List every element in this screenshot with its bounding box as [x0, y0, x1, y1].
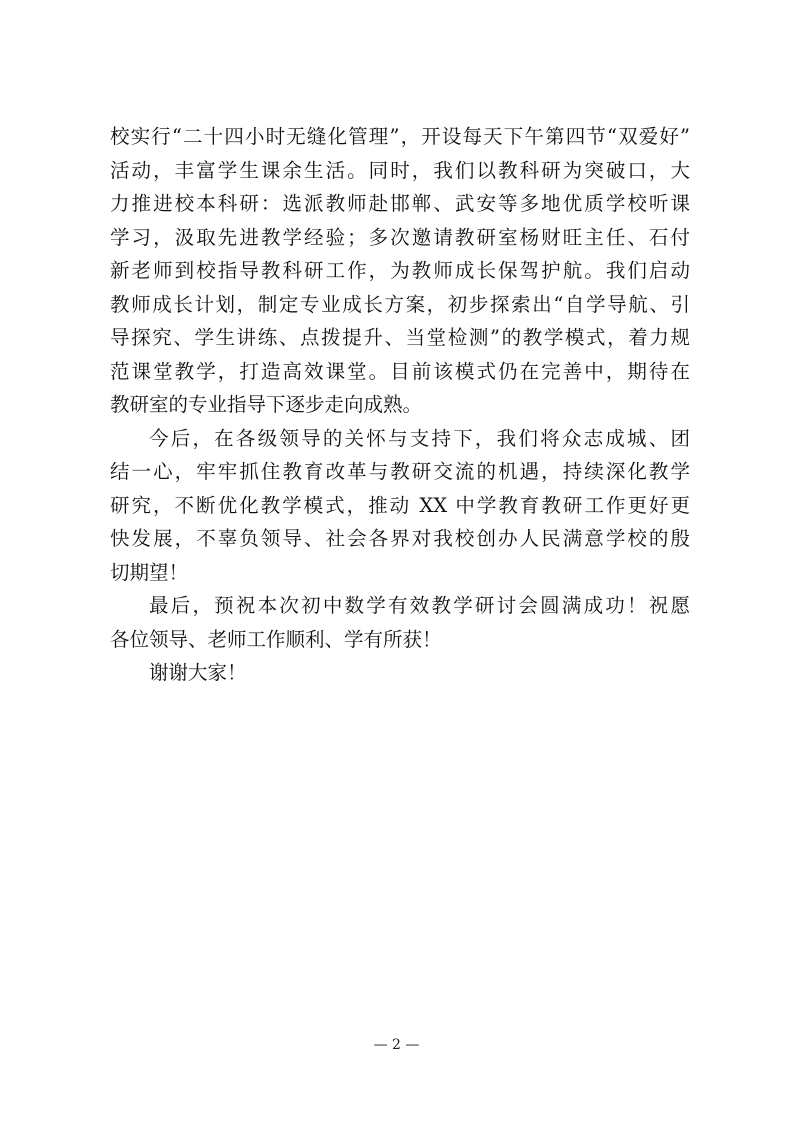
text-line: 范课堂教学，打造高效课堂。目前该模式仍在完善中，期待在: [110, 359, 690, 383]
text-line: 各位领导、老师工作顺利、学有所获！: [110, 627, 442, 651]
text-line: 校实行“二十四小时无缝化管理”，开设每天下午第四节“双爱好”: [110, 125, 690, 148]
paragraph-start-line: 今后，在各级领导的关怀与支持下，我们将众志成城、团: [149, 426, 690, 450]
text-line: 教师成长计划，制定专业成长方案，初步探索出“自学导航、引: [110, 292, 690, 316]
page-number: — 2 —: [373, 1037, 420, 1053]
text-line: 结一心，牢牢抓住教育改革与教研交流的机遇，持续深化教学: [110, 460, 690, 483]
document-body: [110, 120, 690, 690]
closing-line: 谢谢大家！: [149, 661, 247, 684]
text-line: 力推进校本科研：选派教师赴邯郸、武安等多地优质学校听课: [110, 192, 690, 215]
text-line: 快发展，不辜负领导、社会各界对我校创办人民满意学校的殷: [110, 527, 690, 550]
text-line: 学习，汲取先进教学经验；多次邀请教研室杨财旺主任、石付: [110, 225, 690, 249]
text-line: 新老师到校指导教科研工作，为教师成长保驾护航。我们启动: [110, 259, 690, 282]
text-line: 研究，不断优化教学模式，推动 XX 中学教育教研工作更好更: [110, 493, 690, 517]
text-line: 切期望！: [110, 560, 189, 584]
text-line: 活动，丰富学生课余生活。同时，我们以教科研为突破口，大: [110, 158, 690, 182]
text-line: 导探究、学生讲练、点拨提升、当堂检测”的教学模式，着力规: [110, 326, 690, 349]
text-line: 教研室的专业指导下逐步走向成熟。: [110, 393, 423, 416]
paragraph-start-line: 最后，预祝本次初中数学有效教学研讨会圆满成功！祝愿: [149, 594, 690, 617]
